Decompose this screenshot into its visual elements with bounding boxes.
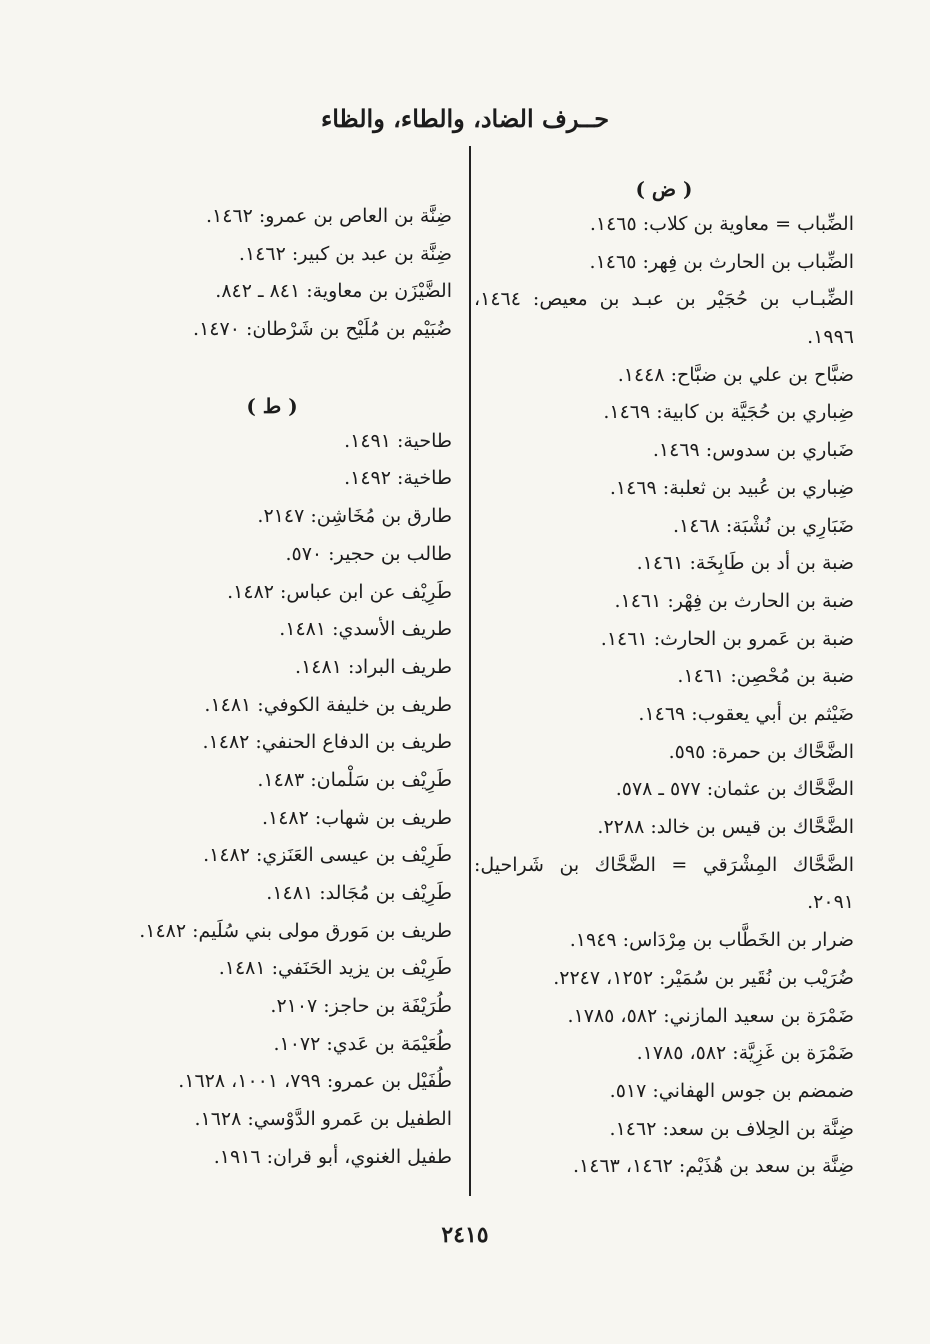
index-entry: طارق بن مُخَاشِن: ٢١٤٧. <box>257 505 452 528</box>
index-entry: ضبة بن أد بن طَابِخَة: ١٤٦١. <box>636 552 854 575</box>
page-title: حــرف الضاد، والطاء، والظاء <box>320 104 610 133</box>
right-entry-list <box>474 206 854 1186</box>
index-entry: ضِباري بن عُبيد بن ثعلبة: ١٤٦٩. <box>609 476 854 499</box>
left-entry-list <box>92 423 452 1177</box>
index-entry: طَرِيْف بن مُجَالد: ١٤٨١. <box>266 882 452 904</box>
index-entry: الضَّحَّاك بن قيس بن خالد: ٢٢٨٨. <box>597 816 854 839</box>
index-entry: ضِنَّة بن الحِلاف بن سعد: ١٤٦٢. <box>609 1117 854 1140</box>
index-entry: الضِّباب بن الحارث بن فِهر: ١٤٦٥. <box>589 250 854 273</box>
index-entry: ضمضم بن جوس الهفاني: ٥١٧. <box>609 1079 854 1102</box>
section-heading-dad: ( ض ) <box>635 177 693 201</box>
index-entry: طريف بن مَورق مولى بني سُلَيم: ١٤٨٢. <box>139 919 452 942</box>
index-entry: الضِّباب = معاوية بن كلاب: ١٤٦٥. <box>589 213 854 235</box>
index-entry: طريف بن خليفة الكوفي: ١٤٨١. <box>204 693 452 716</box>
index-entry: ضِنَّة بن العاص بن عمرو: ١٤٦٢. <box>205 205 452 227</box>
index-entry: ضبَّاح بن علي بن ضبَّاح: ١٤٤٨. <box>617 363 854 386</box>
index-entry: ضبة بن مُحْصِن: ١٤٦١. <box>677 665 854 688</box>
index-entry: ضَبَارِي بن نُشْبَة: ١٤٦٨. <box>672 514 854 537</box>
section-spacer <box>92 349 452 389</box>
index-entry: طُعَيْمَة بن عَدي: ١٠٧٢. <box>273 1032 452 1055</box>
index-entry: الضَّحَّاك المِشْرَقي = الضَّحَّاك بن شَراحيل: ٢٠٩١. <box>474 853 854 914</box>
index-entry: طريف بن الدفاع الحنفي: ١٤٨٢. <box>202 731 452 754</box>
index-entry: الطفيل بن عَمرو الدَّوْسي: ١٦٢٨. <box>194 1108 452 1131</box>
index-entry: ضُرَيْب بن نُقَير بن سُمَيْر: ١٢٥٢، ٢٢٤٧. <box>553 966 854 989</box>
index-entry: طُرَيْفَة بن حاجز: ٢١٠٧. <box>270 995 452 1018</box>
index-entry: ضَمْرَة بن سعيد المازني: ٥٨٢، ١٧٨٥. <box>567 1004 854 1027</box>
index-entry: طَرِيْف بن عيسى العَنَزي: ١٤٨٢. <box>203 844 452 867</box>
index-entry: الضَّيْزَن بن معاوية: ٨٤١ ـ ٨٤٢. <box>215 280 452 303</box>
index-entry: ضُبَيْم بن مُلَيْح بن شَرْطان: ١٤٧٠. <box>193 318 452 341</box>
page-number: ٢٤١٥ <box>441 1222 489 1248</box>
index-entry: ضبة بن الحارث بن فِهْر: ١٤٦١. <box>614 589 854 612</box>
index-entry: طَرِيْف عن ابن عباس: ١٤٨٢. <box>227 580 452 603</box>
index-entry: طَرِيْف بن يزيد الحَنَفي: ١٤٨١. <box>218 957 452 980</box>
index-entry: ضَيْثم بن أبي يعقوب: ١٤٦٩. <box>638 702 854 725</box>
index-entry: الضِّبـاب بن حُجَيْر بن عبـد بن معيص: ١٤٦٤، ١٩٩٦. <box>474 288 854 349</box>
index-entry: طريف الأسدي: ١٤٨١. <box>279 618 452 641</box>
right-column <box>474 172 854 1186</box>
column-divider <box>469 146 471 1196</box>
left-entry-list-top <box>92 198 452 349</box>
index-entry: ضِنَّة بن عبد بن كبير: ١٤٦٢. <box>238 242 452 265</box>
index-entry: طريف بن شهاب: ١٤٨٢. <box>261 806 452 829</box>
index-entry: ضرار بن الخَطَّاب بن مِرْدَاس: ١٩٤٩. <box>569 929 854 952</box>
index-entry: ضَمْرَة بن غَزِيَّة: ٥٨٢، ١٧٨٥. <box>636 1042 854 1065</box>
index-entry: ضَباري بن سدوس: ١٤٦٩. <box>652 439 854 462</box>
index-entry: طَرِيْف بن سَلْمان: ١٤٨٣. <box>257 768 452 791</box>
index-entry: الضَّحَّاك بن عثمان: ٥٧٧ ـ ٥٧٨. <box>615 778 854 801</box>
index-entry: طاخية: ١٤٩٢. <box>344 467 452 490</box>
index-entry: الضَّحَّاك بن حمرة: ٥٩٥. <box>668 740 854 763</box>
index-entry: ضِباري بن حُجَيَّة بن كابية: ١٤٦٩. <box>603 401 854 424</box>
index-entry: ضِنَّة بن سعد بن هُذَيْم: ١٤٦٢، ١٤٦٣. <box>572 1155 854 1178</box>
index-entry: طفيل الغنوي، أبو قران: ١٩١٦. <box>213 1145 452 1168</box>
index-entry: طريف البراد: ١٤٨١. <box>295 655 452 678</box>
index-entry: طالب بن حجير: ٥٧٠. <box>285 542 452 565</box>
index-entry: طاحية: ١٤٩١. <box>344 429 452 452</box>
section-heading-ta: ( ط ) <box>246 393 298 418</box>
index-entry: ضبة بن عَمرو بن الحارث: ١٤٦١. <box>600 627 854 650</box>
left-column <box>92 198 452 1177</box>
index-entry: طُفَيْل بن عمرو: ٧٩٩، ١٠٠١، ١٦٢٨. <box>178 1070 452 1093</box>
